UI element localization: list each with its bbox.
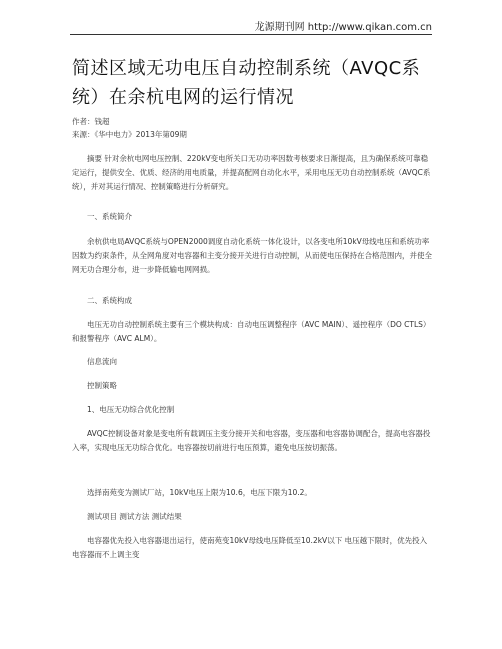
abstract-paragraph: 摘要 针对余杭电网电压控制、220kV变电所关口无功功率因数考核要求日渐提高，且为确保系统可靠稳定运行，提供安全、优质、经济的用电质量，并提高配网自动化水平，采用电压无功自动控制系统（AVQC系统），并对其运行情况、控制策略进行分析研究。 (72, 154, 431, 191)
section-heading-intro: 一、系统简介 (87, 212, 132, 221)
article-source: 来源：《华中电力》2013年第09期 (72, 130, 187, 139)
test-table-header: 测试项目 测试方法 测试结果 (87, 512, 182, 521)
paragraph-optimization: AVQC控制设备对象是变电所有载调压主变分接开关和电容器，变压器和电容器协调配合，提高电容器投入率，实现电压无功综合优化。电容器按切前进行电压预算，避免电压按切振荡。 (72, 429, 431, 452)
test-table-row: 电容器优先投入电容器退出运行，使南苑变10kV母线电压降低至10.2kV以下 电压越下限时，优先投入电容器而不上调主变 (72, 536, 428, 559)
paragraph-intro: 余杭供电局AVQC系统与OPEN2000调度自动化系统一体化设计，以各变电所10kV母线电压和系统功率因数为约束条件，从全网角度对电容器和主变分接开关进行自动控制，从而使电压保持在合格范围内，并使全网无功合理分布，进一步降低输电网网损。 (72, 237, 432, 274)
article-author: 作者：钱超 (72, 117, 110, 126)
header-divider (70, 34, 432, 35)
paragraph-structure: 电压无功自动控制系统主要有三个模块构成：自动电压调整程序（AVC MAIN）、遥控程序（DO CTLS）和报警程序（AVC ALM）。 (72, 320, 431, 343)
section-heading-structure: 二、系统构成 (87, 296, 132, 305)
section-heading-info-flow: 信息流向 (87, 357, 117, 366)
section-heading-control-strategy: 控制策略 (87, 381, 117, 390)
section-heading-optimization: 1、电压无功综合优化控制 (87, 405, 175, 414)
site-header[interactable]: 龙源期刊网 http://www.qikan.com.cn (254, 22, 432, 33)
test-station-note: 选择南苑变为测试厂站，10kV电压上限为10.6，电压下限为10.2。 (87, 488, 312, 497)
article-title: 简述区域无功电压自动控制系统（AVQC系统）在余杭电网的运行情况 (72, 58, 421, 108)
